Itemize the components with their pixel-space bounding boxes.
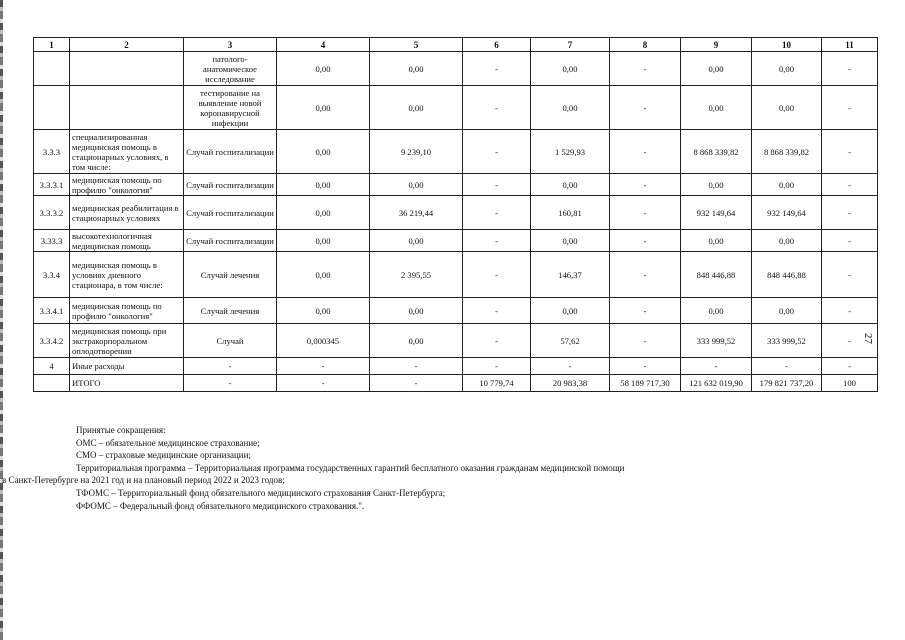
col-header: 6: [463, 38, 531, 52]
cell-col-6: -: [463, 324, 531, 358]
cell-col-9: 0,00: [681, 86, 752, 130]
table-row: [34, 358, 878, 375]
cell-col-10: -: [752, 358, 822, 375]
cell-col-6: -: [463, 196, 531, 230]
cell-col-1: [34, 375, 70, 392]
col-header: 7: [531, 38, 610, 52]
cell-col-1: [34, 52, 70, 86]
cell-col-2: высокотехнологичная медицинская помощь: [70, 230, 184, 252]
cell-col-4: 0,00: [277, 174, 370, 196]
cell-col-11: -: [822, 196, 878, 230]
cell-col-2: медицинская помощь при экстракорпоральном оплодотворении: [70, 324, 184, 358]
cell-col-7: 0,00: [531, 52, 610, 86]
cell-col-11: -: [822, 298, 878, 324]
notes-intro: Принятые сокращения:: [76, 425, 166, 435]
cell-col-3: -: [184, 358, 277, 375]
cell-col-3: тестирование на выявление новой коронавирусной инфекции: [184, 86, 277, 130]
cell-col-11: -: [822, 130, 878, 174]
cell-col-3: Случай: [184, 324, 277, 358]
cell-col-10: 333 999,52: [752, 324, 822, 358]
cell-col-5: 0,00: [370, 86, 463, 130]
cell-col-1: 3.3.3: [34, 130, 70, 174]
cell-col-8: -: [610, 298, 681, 324]
cell-col-8: -: [610, 174, 681, 196]
cell-col-9: 848 446,88: [681, 252, 752, 298]
cell-col-1: 3.3.3.1: [34, 174, 70, 196]
cell-col-10: 0,00: [752, 230, 822, 252]
col-header: 2: [70, 38, 184, 52]
cell-col-6: -: [463, 52, 531, 86]
cell-col-10: 0,00: [752, 86, 822, 130]
cell-col-5: 0,00: [370, 230, 463, 252]
table-row: [34, 86, 878, 130]
cell-col-3: -: [184, 375, 277, 392]
cell-col-5: -: [370, 375, 463, 392]
cell-col-5: 0,00: [370, 52, 463, 86]
cell-col-7: 0,00: [531, 298, 610, 324]
cell-col-2: медицинская реабилитация в стационарных условиях: [70, 196, 184, 230]
cell-col-9: 932 149,64: [681, 196, 752, 230]
page-number: 27: [862, 333, 874, 344]
cell-col-6: -: [463, 230, 531, 252]
cell-col-10: 0,00: [752, 298, 822, 324]
cell-col-9: 121 632 019,90: [681, 375, 752, 392]
cell-col-5: 2 395,55: [370, 252, 463, 298]
header-row: [34, 38, 878, 52]
note-line: СМО – страховые медицинские организации;: [76, 450, 251, 461]
col-header: 9: [681, 38, 752, 52]
cell-col-6: -: [463, 252, 531, 298]
cell-col-4: -: [277, 358, 370, 375]
table-row: [34, 174, 878, 196]
cell-col-2: [70, 86, 184, 130]
cell-col-7: 146,37: [531, 252, 610, 298]
note-line: ФФОМС – Федеральный фонд обязательного медицинского страхования.".: [76, 500, 365, 511]
cell-col-7: 0,00: [531, 174, 610, 196]
cell-col-11: 100: [822, 375, 878, 392]
cell-col-7: 0,00: [531, 230, 610, 252]
cell-col-5: 36 219,44: [370, 196, 463, 230]
cell-col-6: -: [463, 130, 531, 174]
cell-col-6: -: [463, 358, 531, 375]
note-line: ОМС – обязательное медицинское страхование;: [76, 437, 260, 448]
table-row: [34, 375, 878, 392]
cell-col-8: 58 189 717,30: [610, 375, 681, 392]
cell-col-5: 9 239,10: [370, 130, 463, 174]
financing-table: [33, 37, 878, 392]
cell-col-5: -: [370, 358, 463, 375]
cell-col-1: 4: [34, 358, 70, 375]
cell-col-4: 0,00: [277, 130, 370, 174]
cell-col-7: 160,81: [531, 196, 610, 230]
cell-col-11: -: [822, 86, 878, 130]
col-header: 3: [184, 38, 277, 52]
cell-col-4: 0,00: [277, 52, 370, 86]
cell-col-10: 8 868 339,82: [752, 130, 822, 174]
cell-col-6: -: [463, 298, 531, 324]
cell-col-11: -: [822, 252, 878, 298]
cell-col-6: -: [463, 174, 531, 196]
table-row: [34, 196, 878, 230]
cell-col-8: -: [610, 358, 681, 375]
scan-left-edge: [0, 0, 3, 640]
cell-col-10: 848 446,88: [752, 252, 822, 298]
cell-col-8: -: [610, 196, 681, 230]
cell-col-3: Случай госпитализации: [184, 230, 277, 252]
cell-col-6: -: [463, 86, 531, 130]
cell-col-8: -: [610, 252, 681, 298]
cell-col-4: 0,00: [277, 86, 370, 130]
cell-col-5: 0,00: [370, 324, 463, 358]
cell-col-3: Случай госпитализации: [184, 174, 277, 196]
cell-col-1: 3.3.4.1: [34, 298, 70, 324]
cell-col-8: -: [610, 52, 681, 86]
table-row: [34, 130, 878, 174]
table-row: [34, 324, 878, 358]
cell-col-2: Иные расходы: [70, 358, 184, 375]
cell-col-7: 0,00: [531, 86, 610, 130]
cell-col-9: 8 868 339,82: [681, 130, 752, 174]
cell-col-9: 0,00: [681, 52, 752, 86]
cell-col-1: [34, 86, 70, 130]
col-header: 8: [610, 38, 681, 52]
cell-col-3: патолого-анатомическое исследование: [184, 52, 277, 86]
cell-col-9: 0,00: [681, 230, 752, 252]
cell-col-10: 179 821 737,20: [752, 375, 822, 392]
cell-col-11: -: [822, 174, 878, 196]
cell-col-2: [70, 52, 184, 86]
note-line: Территориальная программа – Территориальная программа государственных гарантий бесплатного оказания гражданам медицинской помощи: [76, 462, 625, 473]
cell-col-7: 20 983,38: [531, 375, 610, 392]
cell-col-9: 0,00: [681, 298, 752, 324]
cell-col-4: 0,00: [277, 196, 370, 230]
col-header: 11: [822, 38, 878, 52]
cell-col-5: 0,00: [370, 174, 463, 196]
cell-col-8: -: [610, 230, 681, 252]
cell-col-10: 932 149,64: [752, 196, 822, 230]
cell-col-11: -: [822, 324, 878, 358]
cell-col-10: 0,00: [752, 174, 822, 196]
cell-col-7: 57,62: [531, 324, 610, 358]
cell-col-2: медицинская помощь по профилю "онкология": [70, 174, 184, 196]
col-header: 5: [370, 38, 463, 52]
cell-col-1: 3.3.4: [34, 252, 70, 298]
table-row: [34, 230, 878, 252]
cell-col-3: Случай госпитализации: [184, 130, 277, 174]
cell-col-2: медицинская помощь по профилю "онкология": [70, 298, 184, 324]
cell-col-11: -: [822, 52, 878, 86]
table-row: [34, 52, 878, 86]
cell-col-3: Случай лечения: [184, 298, 277, 324]
cell-col-4: 0,000345: [277, 324, 370, 358]
table-row: [34, 252, 878, 298]
cell-col-8: -: [610, 86, 681, 130]
cell-col-9: 0,00: [681, 174, 752, 196]
col-header: 1: [34, 38, 70, 52]
table-row: [34, 298, 878, 324]
note-line: в Санкт-Петербурге на 2021 год и на плановый период 2022 и 2023 годов;: [2, 475, 285, 486]
cell-col-2: медицинская помощь в условиях дневного стационара, в том числе:: [70, 252, 184, 298]
cell-col-8: -: [610, 324, 681, 358]
cell-col-7: 1 529,93: [531, 130, 610, 174]
cell-col-1: 3.33.3: [34, 230, 70, 252]
cell-col-4: 0,00: [277, 230, 370, 252]
cell-col-3: Случай госпитализации: [184, 196, 277, 230]
cell-col-9: -: [681, 358, 752, 375]
note-line: ТФОМС – Территориальный фонд обязательного медицинского страхования Санкт-Петербурга;: [76, 487, 446, 498]
cell-col-4: -: [277, 375, 370, 392]
cell-col-3: Случай лечения: [184, 252, 277, 298]
cell-col-9: 333 999,52: [681, 324, 752, 358]
cell-col-4: 0,00: [277, 252, 370, 298]
col-header: 10: [752, 38, 822, 52]
cell-col-10: 0,00: [752, 52, 822, 86]
cell-col-2: ИТОГО: [70, 375, 184, 392]
cell-col-8: -: [610, 130, 681, 174]
cell-col-11: -: [822, 230, 878, 252]
cell-col-4: 0,00: [277, 298, 370, 324]
cell-col-7: -: [531, 358, 610, 375]
col-header: 4: [277, 38, 370, 52]
cell-col-5: 0,00: [370, 298, 463, 324]
abbreviations-notes: [0, 424, 900, 512]
cell-col-1: 3.3.4.2: [34, 324, 70, 358]
cell-col-11: -: [822, 358, 878, 375]
cell-col-6: 10 779,74: [463, 375, 531, 392]
cell-col-2: специализированная медицинская помощь в стационарных условиях, в том числе:: [70, 130, 184, 174]
cell-col-1: 3.3.3.2: [34, 196, 70, 230]
